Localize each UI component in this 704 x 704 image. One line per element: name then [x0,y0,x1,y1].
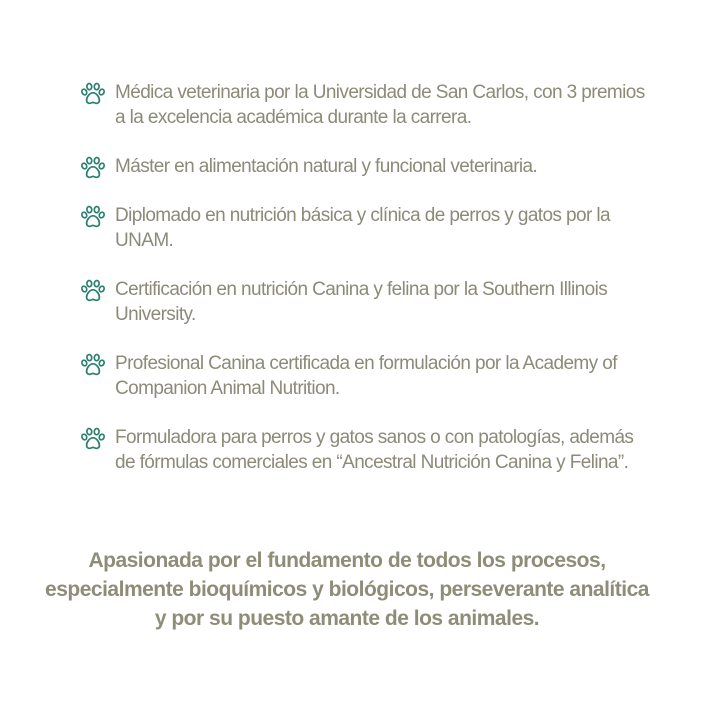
paw-icon [80,352,106,378]
paw-icon [80,426,106,452]
paw-icon [80,81,106,107]
credential-item [78,425,648,475]
closing-statement: Apasionada por el fundamento de todos los procesos, especialmente bioquímicos y biológicos, perseverante analítica y por su puesto amante de los animales. [45,549,649,630]
credential-text: Formuladora para perros y gatos sanos o con patologías, además de fórmulas comerciales en “Ancestral Nutrición Canina y Felina”. [115,427,634,473]
paw-icon [80,155,106,181]
credential-text: Certificación en nutrición Canina y felina por la Southern Illinois University. [115,279,608,325]
credential-text: Máster en alimentación natural y funcional veterinaria. [115,156,538,177]
credential-item [78,154,648,179]
paw-icon [80,204,106,230]
credential-text: Diplomado en nutrición básica y clínica de perros y gatos por la UNAM. [115,205,610,251]
paw-icon [80,278,106,304]
credential-item [78,203,648,253]
credential-item [78,80,648,130]
credential-text: Médica veterinaria por la Universidad de San Carlos, con 3 premios a la excelencia académica durante la carrera. [115,82,645,128]
credential-item [78,351,648,401]
credential-text: Profesional Canina certificada en formulación por la Academy of Companion Animal Nutrition. [115,353,617,399]
credentials-list [78,80,648,475]
credential-item [78,277,648,327]
